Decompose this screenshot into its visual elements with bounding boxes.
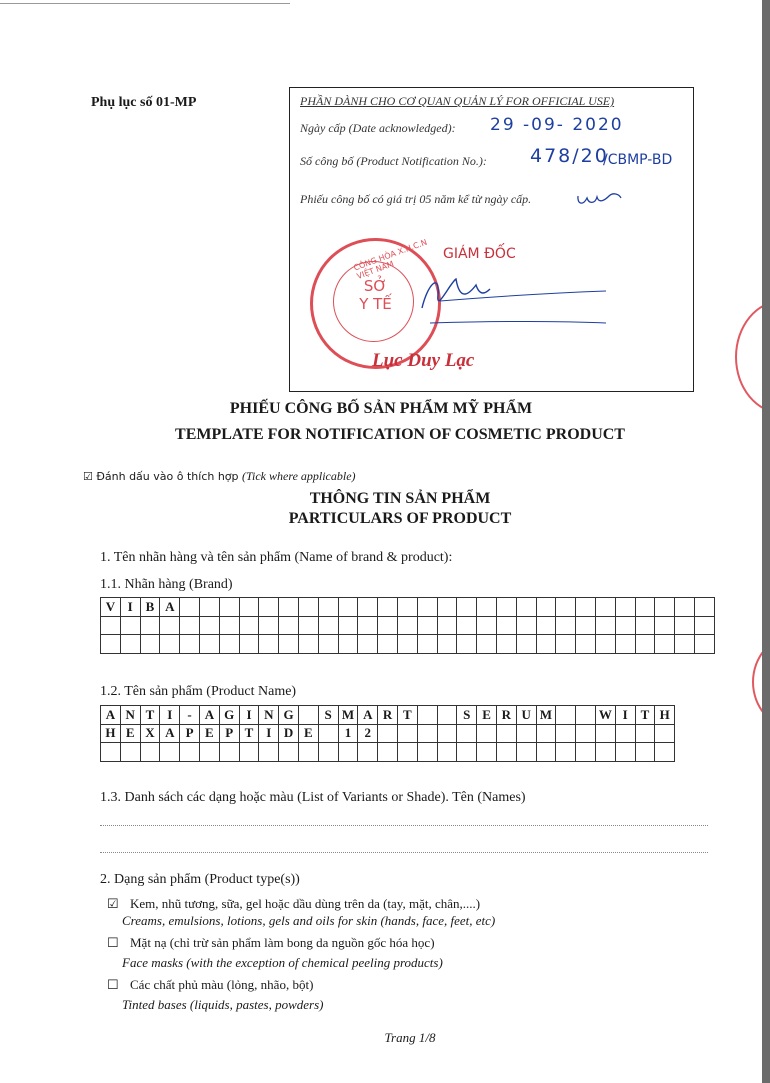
grid-cell[interactable] (378, 616, 398, 635)
grid-cell[interactable] (219, 616, 239, 635)
grid-cell[interactable] (219, 743, 239, 762)
grid-cell[interactable] (338, 635, 358, 654)
grid-cell[interactable] (199, 743, 219, 762)
grid-cell[interactable] (378, 635, 398, 654)
grid-cell[interactable]: D (279, 724, 299, 743)
grid-cell[interactable]: A (101, 706, 121, 725)
grid-cell[interactable] (298, 743, 318, 762)
notification-no-label: Số công bố (Product Notification No.): (300, 154, 487, 168)
official-use-title: PHẦN DÀNH CHO CƠ QUAN QUẢN LÝ FOR OFFICIAL USE) (300, 94, 615, 108)
grid-cell[interactable] (298, 616, 318, 635)
product-name-grid (100, 705, 675, 762)
grid-cell[interactable]: A (358, 706, 378, 725)
grid-cell[interactable] (694, 616, 714, 635)
grid-cell[interactable] (417, 598, 437, 617)
grid-cell[interactable] (477, 724, 497, 743)
grid-cell[interactable] (318, 598, 338, 617)
grid-cell[interactable] (536, 616, 556, 635)
grid-cell[interactable] (477, 743, 497, 762)
grid-cell[interactable]: B (140, 598, 160, 617)
type-2-label-vi: Mặt nạ (chỉ trừ sản phẩm làm bong da nguồn gốc hóa học) (130, 935, 435, 950)
grid-cell[interactable]: 1 (338, 724, 358, 743)
grid-cell[interactable] (259, 743, 279, 762)
grid-cell[interactable] (516, 743, 536, 762)
grid-cell[interactable] (635, 635, 655, 654)
grid-cell[interactable] (358, 616, 378, 635)
grid-cell[interactable] (675, 598, 695, 617)
page-number: Trang 1/8 (384, 1030, 436, 1045)
director-title: GIÁM ĐỐC (443, 246, 516, 262)
grid-cell[interactable] (615, 598, 635, 617)
initial-signature-icon (575, 188, 625, 210)
grid-cell[interactable] (180, 743, 200, 762)
grid-cell[interactable] (615, 724, 635, 743)
grid-cell[interactable]: H (655, 706, 675, 725)
annex-label: Phụ lục số 01-MP (91, 95, 197, 110)
grid-cell[interactable] (556, 616, 576, 635)
grid-cell[interactable] (259, 635, 279, 654)
grid-cell[interactable] (378, 724, 398, 743)
grid-cell[interactable] (298, 635, 318, 654)
grid-cell[interactable]: 2 (358, 724, 378, 743)
grid-cell[interactable]: N (120, 706, 140, 725)
checked-box-icon: ☑ (83, 470, 93, 483)
grid-row (101, 706, 675, 725)
grid-cell[interactable] (437, 724, 457, 743)
date-acknowledged-label: Ngày cấp (Date acknowledged): (300, 121, 456, 135)
grid-cell[interactable] (140, 616, 160, 635)
question-1-2: 1.2. Tên sản phẩm (Product Name) (100, 684, 297, 699)
grid-cell[interactable] (576, 706, 596, 725)
grid-cell[interactable] (437, 743, 457, 762)
form-title-en: TEMPLATE FOR NOTIFICATION OF COSMETIC PRODUCT (175, 426, 625, 443)
grid-cell[interactable]: T (635, 706, 655, 725)
grid-cell[interactable] (358, 635, 378, 654)
grid-cell[interactable]: E (120, 724, 140, 743)
grid-cell[interactable]: A (160, 724, 180, 743)
question-1-1: 1.1. Nhãn hàng (Brand) (100, 577, 233, 592)
date-acknowledged-value: 29 -09- 2020 (490, 115, 624, 135)
grid-row (101, 635, 715, 654)
grid-cell[interactable] (516, 724, 536, 743)
grid-cell[interactable] (516, 635, 536, 654)
type-3-label-en: Tinted bases (liquids, pastes, powders) (122, 997, 324, 1012)
grid-cell[interactable] (180, 598, 200, 617)
grid-cell[interactable] (496, 635, 516, 654)
grid-cell[interactable] (595, 635, 615, 654)
notification-no-value: 478/20 (530, 145, 609, 167)
grid-cell[interactable] (318, 616, 338, 635)
grid-cell[interactable] (516, 598, 536, 617)
grid-cell[interactable] (655, 616, 675, 635)
scan-edge-line (0, 3, 290, 4)
grid-cell[interactable] (318, 724, 338, 743)
grid-cell[interactable] (397, 743, 417, 762)
grid-cell[interactable] (338, 598, 358, 617)
grid-cell[interactable] (556, 743, 576, 762)
grid-cell[interactable] (417, 743, 437, 762)
grid-cell[interactable]: G (279, 706, 299, 725)
grid-cell[interactable] (279, 743, 299, 762)
grid-cell[interactable] (318, 635, 338, 654)
grid-cell[interactable] (595, 743, 615, 762)
grid-cell[interactable] (437, 635, 457, 654)
grid-cell[interactable] (635, 724, 655, 743)
grid-cell[interactable] (397, 635, 417, 654)
grid-cell[interactable] (516, 616, 536, 635)
grid-cell[interactable]: N (259, 706, 279, 725)
grid-cell[interactable] (338, 743, 358, 762)
grid-cell[interactable] (397, 616, 417, 635)
grid-cell[interactable] (279, 635, 299, 654)
grid-cell[interactable] (417, 635, 437, 654)
grid-cell[interactable] (239, 616, 259, 635)
grid-cell[interactable] (437, 706, 457, 725)
grid-cell[interactable] (397, 598, 417, 617)
grid-cell[interactable] (576, 724, 596, 743)
grid-cell[interactable] (615, 616, 635, 635)
section-title-vi: THÔNG TIN SẢN PHẨM (309, 490, 491, 507)
grid-cell[interactable]: X (140, 724, 160, 743)
grid-cell[interactable]: I (239, 706, 259, 725)
grid-cell[interactable] (259, 616, 279, 635)
grid-cell[interactable] (556, 724, 576, 743)
grid-row (101, 724, 675, 743)
grid-cell[interactable] (595, 724, 615, 743)
grid-cell[interactable] (694, 635, 714, 654)
dotted-line (100, 825, 708, 826)
grid-cell[interactable] (655, 635, 675, 654)
grid-cell[interactable] (279, 616, 299, 635)
grid-row (101, 743, 675, 762)
grid-cell[interactable] (239, 743, 259, 762)
grid-row (101, 598, 715, 617)
grid-cell[interactable] (378, 598, 398, 617)
grid-cell[interactable]: I (120, 598, 140, 617)
question-1-3: 1.3. Danh sách các dạng hoặc màu (List of Variants or Shade). Tên (Names) (100, 790, 526, 805)
grid-cell[interactable] (417, 616, 437, 635)
grid-cell[interactable] (160, 616, 180, 635)
grid-cell[interactable]: A (199, 706, 219, 725)
grid-cell[interactable] (457, 598, 477, 617)
grid-cell[interactable] (199, 635, 219, 654)
grid-cell[interactable] (457, 743, 477, 762)
grid-cell[interactable]: S (457, 706, 477, 725)
brand-grid (100, 597, 715, 654)
grid-cell[interactable]: V (101, 598, 121, 617)
grid-cell[interactable] (457, 724, 477, 743)
grid-cell[interactable] (477, 635, 497, 654)
grid-cell[interactable] (378, 743, 398, 762)
grid-cell[interactable] (635, 743, 655, 762)
grid-cell[interactable] (675, 635, 695, 654)
grid-cell[interactable] (536, 743, 556, 762)
grid-cell[interactable] (180, 635, 200, 654)
grid-cell[interactable]: T (140, 706, 160, 725)
grid-cell[interactable] (457, 635, 477, 654)
grid-cell[interactable]: R (496, 706, 516, 725)
grid-cell[interactable] (259, 598, 279, 617)
tick-note-en: (Tick where applicable) (242, 469, 356, 483)
grid-cell[interactable]: E (298, 724, 318, 743)
validity-note: Phiếu công bố có giá trị 05 năm kể từ ngày cấp. (300, 192, 532, 206)
grid-cell[interactable] (635, 598, 655, 617)
grid-cell[interactable] (556, 706, 576, 725)
grid-cell[interactable] (595, 616, 615, 635)
grid-cell[interactable] (358, 598, 378, 617)
question-1: 1. Tên nhãn hàng và tên sản phẩm (Name of brand & product): (100, 550, 453, 565)
grid-cell[interactable] (556, 598, 576, 617)
grid-cell[interactable]: U (516, 706, 536, 725)
grid-cell[interactable] (595, 598, 615, 617)
seal-center-line1: SỞ (363, 277, 388, 295)
grid-cell[interactable] (496, 743, 516, 762)
grid-cell[interactable]: I (259, 724, 279, 743)
grid-cell[interactable]: I (615, 706, 635, 725)
grid-cell[interactable] (536, 635, 556, 654)
tick-note (83, 469, 356, 484)
grid-cell[interactable]: S (318, 706, 338, 725)
grid-cell[interactable] (437, 598, 457, 617)
grid-cell[interactable] (279, 598, 299, 617)
type-1-label-en: Creams, emulsions, lotions, gels and oils for skin (hands, face, feet, etc) (122, 913, 496, 928)
grid-cell[interactable] (576, 598, 596, 617)
grid-cell[interactable]: T (397, 706, 417, 725)
grid-cell[interactable] (576, 616, 596, 635)
grid-cell[interactable] (219, 635, 239, 654)
dotted-line (100, 852, 708, 853)
question-2: 2. Dạng sản phẩm (Product type(s)) (100, 872, 300, 887)
type-3-label-vi: Các chất phủ màu (lỏng, nhão, bột) (130, 977, 314, 992)
type-1-label-vi: Kem, nhũ tương, sữa, gel hoặc dầu dùng trên da (tay, mặt, chân,....) (130, 896, 481, 911)
grid-cell[interactable] (655, 724, 675, 743)
grid-cell[interactable] (199, 616, 219, 635)
grid-row (101, 616, 715, 635)
grid-cell[interactable] (536, 598, 556, 617)
grid-cell[interactable]: G (219, 706, 239, 725)
grid-cell[interactable]: A (160, 598, 180, 617)
grid-cell[interactable] (120, 743, 140, 762)
tick-note-vi: Đánh dấu vào ô thích hợp (96, 470, 239, 483)
grid-cell[interactable] (199, 598, 219, 617)
type-3-checkbox[interactable]: ☐ (107, 977, 119, 992)
grid-cell[interactable] (536, 724, 556, 743)
signer-name: Lục Duy Lạc (372, 350, 475, 371)
grid-cell[interactable] (694, 598, 714, 617)
grid-cell[interactable] (120, 635, 140, 654)
grid-cell[interactable] (615, 743, 635, 762)
grid-cell[interactable] (576, 743, 596, 762)
official-use-box (289, 87, 694, 392)
type-2-label-en: Face masks (with the exception of chemical peeling products) (122, 955, 443, 970)
grid-cell[interactable]: W (595, 706, 615, 725)
grid-cell[interactable] (437, 616, 457, 635)
grid-cell[interactable]: M (338, 706, 358, 725)
grid-cell[interactable] (615, 635, 635, 654)
seal-center-line2: Y TẾ (359, 295, 392, 313)
grid-cell[interactable] (655, 598, 675, 617)
grid-cell[interactable] (397, 724, 417, 743)
grid-cell[interactable] (160, 635, 180, 654)
grid-cell[interactable] (556, 635, 576, 654)
grid-cell[interactable] (675, 616, 695, 635)
grid-cell[interactable]: I (160, 706, 180, 725)
grid-cell[interactable] (298, 598, 318, 617)
grid-cell[interactable] (101, 635, 121, 654)
seal-ring-text: CÔNG HÒA X.H.C.N VIỆT NAM (352, 237, 429, 281)
grid-cell[interactable]: M (536, 706, 556, 725)
director-signature-icon (410, 263, 610, 333)
grid-cell[interactable] (219, 598, 239, 617)
grid-cell[interactable] (457, 616, 477, 635)
grid-cell[interactable]: R (378, 706, 398, 725)
grid-cell[interactable]: - (180, 706, 200, 725)
grid-cell[interactable]: E (199, 724, 219, 743)
grid-cell[interactable] (496, 616, 516, 635)
grid-cell[interactable] (318, 743, 338, 762)
grid-cell[interactable] (101, 616, 121, 635)
grid-cell[interactable] (140, 635, 160, 654)
grid-cell[interactable] (298, 706, 318, 725)
section-title-en: PARTICULARS OF PRODUCT (288, 510, 512, 527)
grid-cell[interactable] (338, 616, 358, 635)
grid-cell[interactable] (417, 706, 437, 725)
grid-cell[interactable] (576, 635, 596, 654)
grid-cell[interactable] (239, 598, 259, 617)
grid-cell[interactable] (496, 598, 516, 617)
grid-cell[interactable] (180, 616, 200, 635)
grid-cell[interactable] (635, 616, 655, 635)
type-2-checkbox[interactable]: ☐ (107, 935, 119, 950)
grid-cell[interactable]: P (219, 724, 239, 743)
grid-cell[interactable]: P (180, 724, 200, 743)
viewer-background-edge (762, 0, 770, 1083)
grid-cell[interactable] (417, 724, 437, 743)
grid-cell[interactable] (496, 724, 516, 743)
grid-cell[interactable] (239, 635, 259, 654)
grid-cell[interactable] (477, 616, 497, 635)
grid-cell[interactable] (120, 616, 140, 635)
grid-cell[interactable]: E (477, 706, 497, 725)
grid-cell[interactable] (655, 743, 675, 762)
grid-cell[interactable]: H (101, 724, 121, 743)
notification-no-suffix: /CBMP-BD (603, 152, 673, 168)
grid-cell[interactable] (101, 743, 121, 762)
form-title-vi: PHIẾU CÔNG BỐ SẢN PHẨM MỸ PHẨM (229, 400, 533, 417)
grid-cell[interactable] (160, 743, 180, 762)
grid-cell[interactable]: T (239, 724, 259, 743)
grid-cell[interactable] (140, 743, 160, 762)
grid-cell[interactable] (477, 598, 497, 617)
grid-cell[interactable] (358, 743, 378, 762)
type-1-checkbox[interactable]: ☑ (107, 896, 119, 911)
